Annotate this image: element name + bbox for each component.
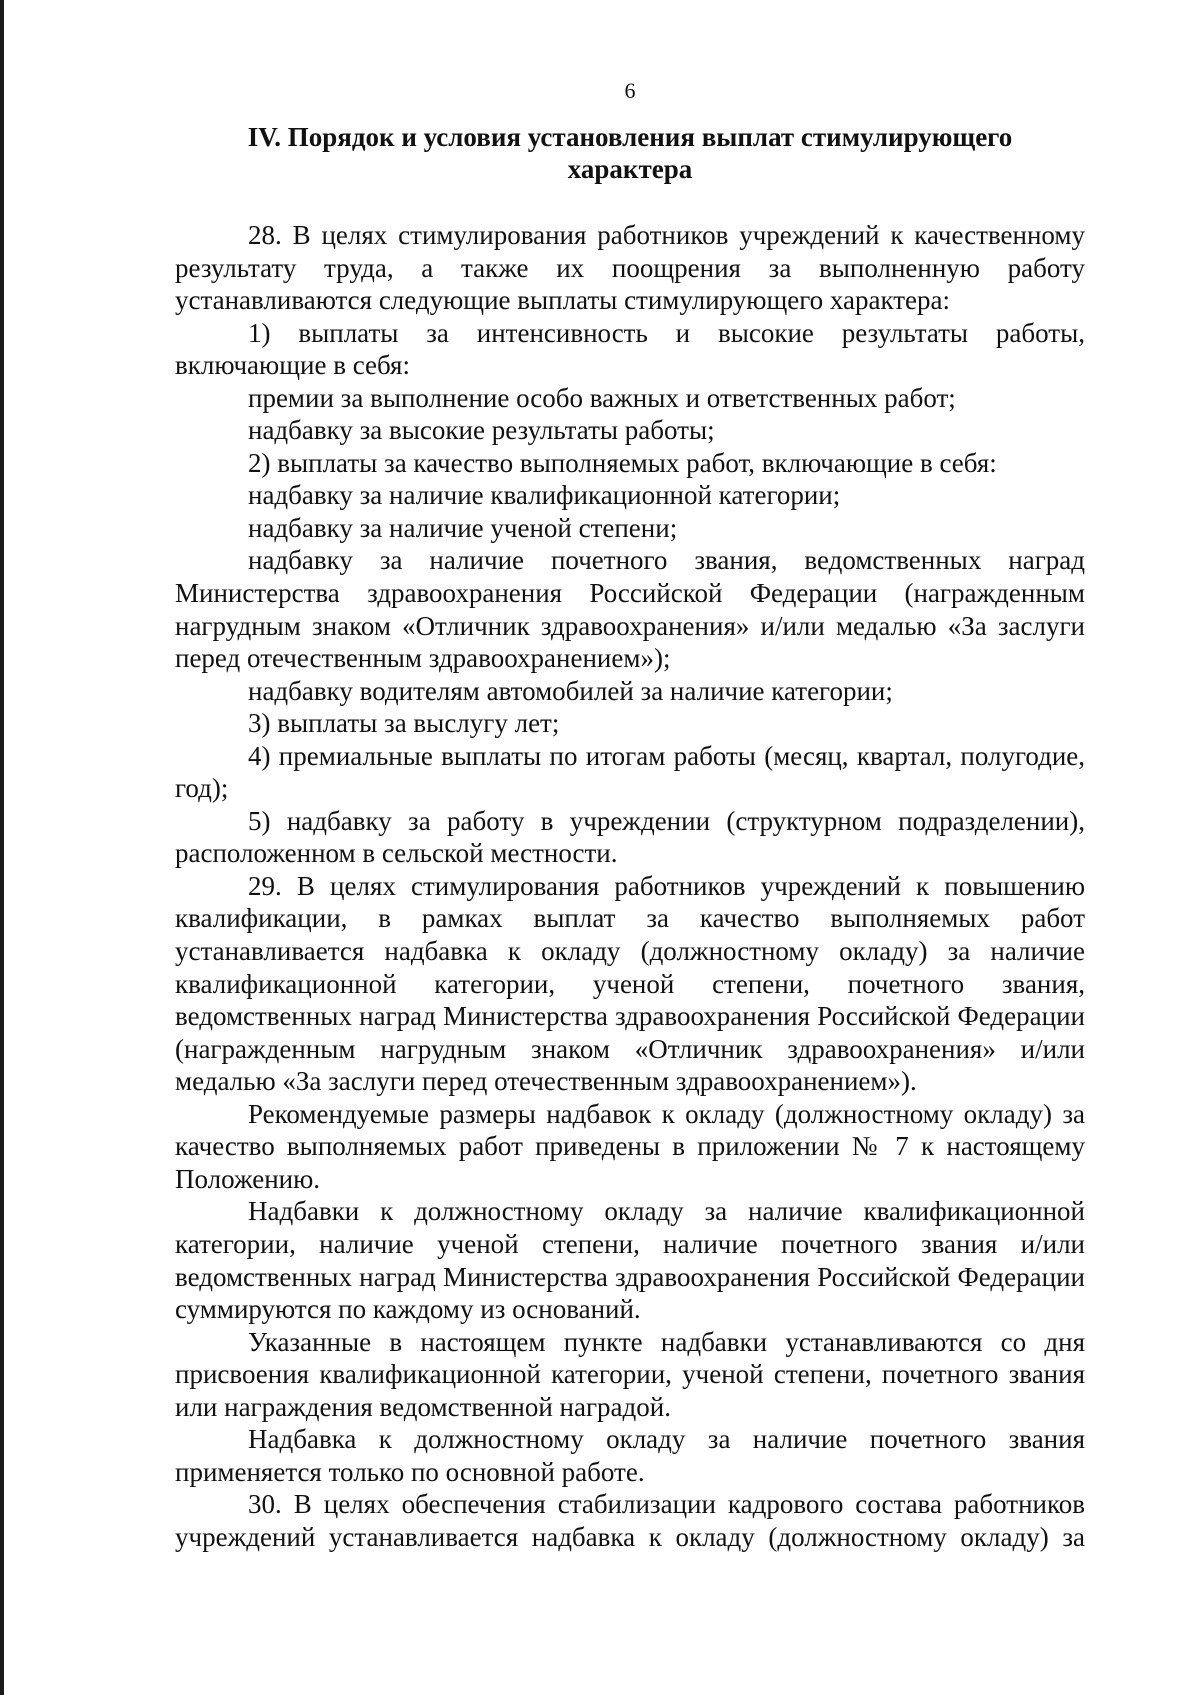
paragraph: надбавку за наличие ученой степени; xyxy=(248,512,678,543)
paragraph: надбавку за наличие квалификационной категории; xyxy=(248,480,841,511)
paragraph: 1) выплаты за интенсивность и высокие результаты работы, включающие в себя: xyxy=(175,317,1085,381)
paragraph: Надбавка к должностному окладу за наличие почетного звания применяется только по основной работе. xyxy=(175,1424,1085,1487)
paragraph: Рекомендуемые размеры надбавок к окладу (должностному окладу) за качество выполняемых работ приведены в приложении № 7 к настоящему Положению. xyxy=(175,1098,1085,1194)
paragraph: надбавку водителям автомобилей за наличие категории; xyxy=(248,675,893,706)
paragraph: 5) надбавку за работу в учреждении (структурном подразделении), расположенном в сельской местности. xyxy=(175,805,1085,869)
section-heading-line-2: характера xyxy=(567,154,693,184)
paragraph: 29. В целях стимулирования работников учреждений к повышению квалификации, в рамках выплат за качество выполняемых работ устанавливается надбавка к окладу (должностному окладу) за наличие квалификационной категории, ученой степени, почетного звания, ведомственных наград Министерства здравоохранения Российской Федерации (награжденным нагрудным знаком «Отличник здравоохранения» и/или медалью «За заслуги перед отечественным здравоохранением»). xyxy=(175,870,1085,1097)
section-heading-line-1: IV. Порядок и условия установления выплат стимулирующего xyxy=(247,122,1013,152)
paragraph: Надбавки к должностному окладу за наличие квалификационной категории, наличие ученой степени, наличие почетного звания и/или ведомственных наград Министерства здравоохранения Российской Федерации суммируются по каждому из оснований. xyxy=(175,1196,1085,1325)
paragraph: 30. В целях обеспечения стабилизации кадрового состава работников учреждений устанавливается надбавка к окладу (должностному окладу) за xyxy=(175,1489,1085,1552)
paragraph: 28. В целях стимулирования работников учреждений к качественному результату труда, а также их поощрения за выполненную работу устанавливаются следующие выплаты стимулирующего характера: xyxy=(175,220,1085,316)
scan-edge xyxy=(0,0,4,1695)
paragraph: премии за выполнение особо важных и ответственных работ; xyxy=(248,382,956,413)
paragraph: надбавку за высокие результаты работы; xyxy=(248,415,715,446)
paragraph: 4) премиальные выплаты по итогам работы (месяц, квартал, полугодие, год); xyxy=(175,740,1085,804)
document-body xyxy=(175,219,1085,1553)
paragraph: 3) выплаты за выслугу лет; xyxy=(248,708,560,739)
paragraph: Указанные в настоящем пункте надбавки устанавливаются со дня присвоения квалификационной категории, ученой степени, почетного звания или награждения ведомственной наградой. xyxy=(175,1326,1085,1422)
section-heading xyxy=(175,121,1085,185)
paragraph: 2) выплаты за качество выполняемых работ, включающие в себя: xyxy=(248,447,997,478)
paragraph: надбавку за наличие почетного звания, ведомственных наград Министерства здравоохранения Российской Федерации (награжденным нагрудным знаком «Отличник здравоохранения» и/или медалью «За заслуги перед отечественным здравоохранением»); xyxy=(175,545,1085,674)
page-number: 6 xyxy=(624,78,636,103)
